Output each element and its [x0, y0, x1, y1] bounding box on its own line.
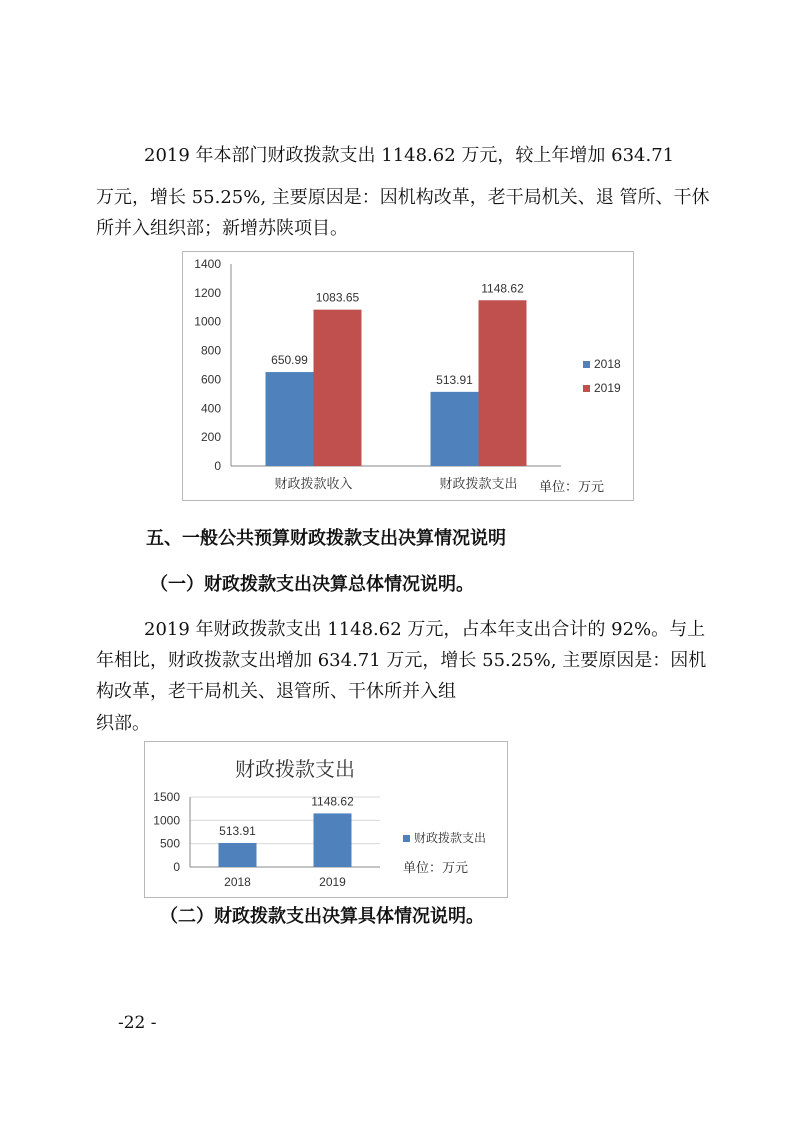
- y-tick-label: 1200: [194, 285, 221, 300]
- page-number: -22 -: [118, 1013, 157, 1033]
- bar: [219, 843, 257, 867]
- data-label: 1148.62: [481, 281, 524, 296]
- data-label: 650.99: [271, 353, 308, 368]
- legend-swatch: [583, 361, 590, 368]
- y-tick-label: 500: [159, 836, 180, 851]
- data-label: 1148.62: [311, 794, 354, 809]
- paragraph-1-body: 万元，增长 55.25%, 主要原因是：因机构改革，老干局机关、退 管所、干休所并入组织部；新增苏陕项目。: [96, 187, 710, 239]
- paragraph-2: 2019 年财政拨款支出 1148.62 万元，占本年支出合计的 92%。与上年相比，财政拨款支出增加 634.71 万元，增长 55.25%, 主要原因是：因机构改革，老干局机关、退管所、干休所并入组: [96, 619, 707, 702]
- chart-expense: [144, 741, 508, 898]
- unit-note: 单位：万元: [403, 860, 469, 875]
- section-heading-5: 五、一般公共预算财政拨款支出决算情况说明: [146, 528, 506, 549]
- chart-income-expense-svg: [183, 252, 633, 500]
- y-tick-label: 200: [200, 430, 221, 445]
- data-label: 513.91: [436, 372, 473, 387]
- data-label: 513.91: [219, 824, 256, 839]
- legend-swatch: [403, 835, 410, 842]
- chart-expense-svg: [145, 742, 507, 897]
- data-label: 1083.65: [315, 290, 360, 305]
- y-tick-label: 800: [200, 343, 221, 358]
- x-tick-label: 财政拨款支出: [439, 476, 518, 491]
- x-tick-label: 2018: [224, 875, 251, 889]
- legend-label: 2018: [594, 357, 621, 371]
- y-tick-label: 1000: [153, 813, 180, 828]
- unit-note: 单位：万元: [539, 479, 605, 494]
- chart-title: 财政拨款支出: [235, 759, 355, 781]
- chart-income-expense: [182, 251, 634, 501]
- bar: [314, 813, 352, 867]
- legend-label: 2019: [594, 381, 621, 395]
- x-tick-label: 2019: [319, 875, 346, 889]
- y-tick-label: 400: [200, 401, 221, 416]
- subsection-heading-1: （一）财政拨款支出决算总体情况说明。: [150, 574, 474, 595]
- y-tick-label: 0: [173, 860, 180, 874]
- y-tick-label: 1000: [194, 314, 221, 329]
- paragraph-2-tail: 织部。: [96, 713, 150, 734]
- bar: [266, 372, 314, 466]
- legend-label: 财政拨款支出: [414, 831, 487, 845]
- y-tick-label: 1500: [153, 790, 180, 804]
- bar: [431, 392, 479, 466]
- subsection-heading-2: （二）财政拨款支出决算具体情况说明。: [160, 906, 484, 927]
- y-tick-label: 600: [200, 372, 221, 387]
- bar: [479, 300, 527, 466]
- y-tick-label: 0: [214, 459, 221, 473]
- y-tick-label: 1400: [194, 257, 221, 271]
- x-tick-label: 财政拨款收入: [274, 476, 353, 491]
- legend-swatch: [583, 385, 590, 392]
- paragraph-1-first-line: 2019 年本部门财政拨款支出 1148.62 万元，较上年增加 634.71: [144, 145, 675, 166]
- bar: [314, 310, 362, 466]
